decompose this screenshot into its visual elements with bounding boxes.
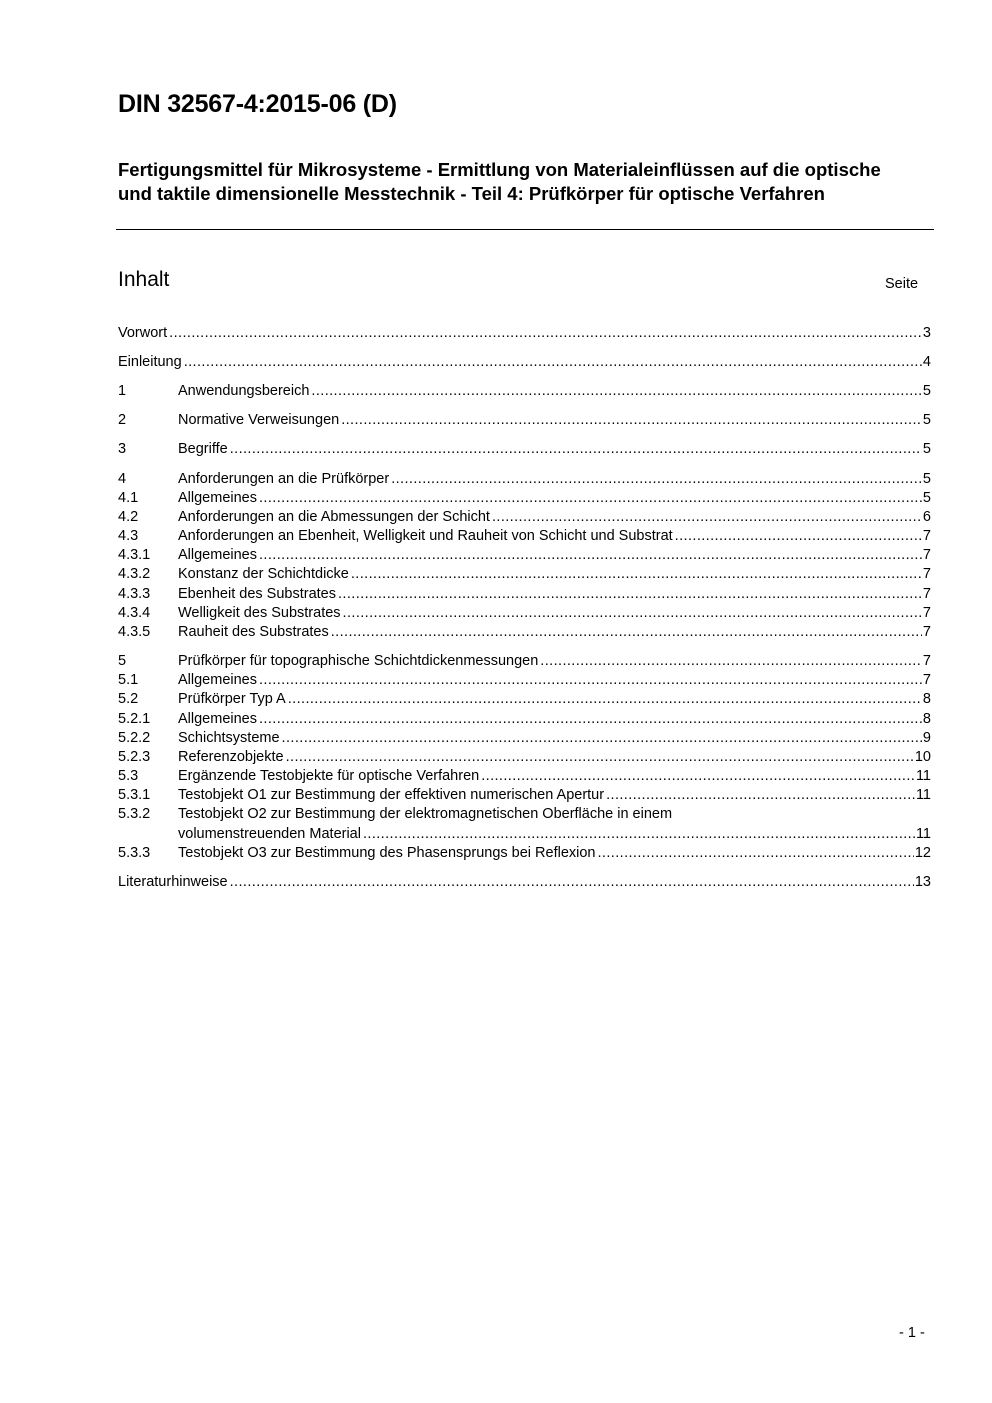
toc-dot-leader bbox=[341, 411, 922, 430]
toc-dot-leader bbox=[259, 546, 922, 565]
toc-entry[interactable] bbox=[118, 844, 931, 863]
toc-entry-number: 4.1 bbox=[118, 490, 139, 506]
toc-entry[interactable] bbox=[118, 805, 931, 824]
toc-entry-number: 5.2 bbox=[118, 691, 139, 707]
toc-entry-title: Welligkeit des Substrates bbox=[178, 605, 341, 621]
toc-entry[interactable] bbox=[118, 527, 931, 546]
toc-entry-title: Anforderungen an die Abmessungen der Schicht bbox=[178, 509, 490, 525]
toc-entry-number: 5.3 bbox=[118, 768, 139, 784]
toc-entry-number: 2 bbox=[118, 412, 127, 428]
toc-entry-page: 13 bbox=[914, 874, 931, 890]
toc-entry-number: 3 bbox=[118, 441, 127, 457]
toc-dot-leader bbox=[259, 489, 922, 508]
toc-entry-number: 4.3 bbox=[118, 528, 139, 544]
toc-entry-page: 5 bbox=[922, 412, 931, 428]
toc-entry-title: Testobjekt O3 zur Bestimmung des Phasensprungs bei Reflexion bbox=[178, 845, 596, 861]
toc-entry-number: 5.3.3 bbox=[118, 845, 151, 861]
toc-entry[interactable] bbox=[118, 324, 931, 343]
toc-entry-page: 7 bbox=[922, 547, 931, 563]
toc-entry-number: 5.2.1 bbox=[118, 711, 151, 727]
toc-entry[interactable] bbox=[118, 411, 931, 430]
toc-entry-page: 4 bbox=[922, 354, 931, 370]
toc-dot-leader bbox=[363, 825, 915, 844]
toc-entry[interactable] bbox=[118, 604, 931, 623]
toc-dot-leader bbox=[351, 565, 922, 584]
toc-dot-leader bbox=[259, 710, 922, 729]
toc-entry-title: Allgemeines bbox=[178, 490, 257, 506]
toc-entry-title: Prüfkörper Typ A bbox=[178, 691, 286, 707]
toc-entry-number: 4.2 bbox=[118, 509, 139, 525]
toc-entry-page: 12 bbox=[914, 845, 931, 861]
toc-entry-number: 4.3.3 bbox=[118, 586, 151, 602]
toc-dot-leader bbox=[230, 873, 914, 892]
toc-entry[interactable] bbox=[118, 652, 931, 671]
toc-entry[interactable] bbox=[118, 671, 931, 690]
toc-entry-number: 5.2.3 bbox=[118, 749, 151, 765]
toc-entry-title: Begriffe bbox=[178, 441, 228, 457]
toc-entry-number: 4.3.4 bbox=[118, 605, 151, 621]
toc-dot-leader bbox=[286, 748, 914, 767]
toc-dot-leader bbox=[391, 470, 922, 489]
toc-entry-page: 7 bbox=[922, 528, 931, 544]
page-number: - 1 - bbox=[899, 1325, 925, 1341]
toc-entry[interactable] bbox=[118, 382, 931, 401]
toc-entry-title: Ergänzende Testobjekte für optische Verfahren bbox=[178, 768, 480, 784]
toc-entry-title: Prüfkörper für topographische Schichtdickenmessungen bbox=[178, 653, 539, 669]
toc-dot-leader bbox=[288, 690, 922, 709]
toc-entry-number: 5.1 bbox=[118, 672, 139, 688]
toc-dot-leader bbox=[481, 767, 915, 786]
toc-heading: Inhalt bbox=[118, 268, 170, 291]
toc-entry-title: Literaturhinweise bbox=[118, 874, 228, 890]
toc-dot-leader bbox=[311, 382, 922, 401]
toc-entry-page: 7 bbox=[922, 605, 931, 621]
toc-entry-page: 8 bbox=[922, 691, 931, 707]
toc-entry-number: 4.3.1 bbox=[118, 547, 151, 563]
toc-dot-leader bbox=[606, 786, 915, 805]
toc-entry-page: 3 bbox=[922, 325, 931, 341]
toc-entry-title: Anforderungen an die Prüfkörper bbox=[178, 471, 390, 487]
toc-entry[interactable] bbox=[118, 565, 931, 584]
toc-entry-title: Testobjekt O2 zur Bestimmung der elektromagnetischen Oberfläche in einem bbox=[178, 806, 673, 822]
toc-entry-title: Schichtsysteme bbox=[178, 730, 280, 746]
toc-entry-number: 5.2.2 bbox=[118, 730, 151, 746]
toc-entry-title: Ebenheit des Substrates bbox=[178, 586, 336, 602]
toc-entry-page: 11 bbox=[915, 826, 931, 842]
toc-entry-page: 5 bbox=[922, 441, 931, 457]
toc-dot-leader bbox=[343, 604, 922, 623]
toc-entry[interactable] bbox=[118, 690, 931, 709]
toc-entry-title: Testobjekt O1 zur Bestimmung der effektiven numerischen Apertur bbox=[178, 787, 605, 803]
toc-entry[interactable] bbox=[118, 489, 931, 508]
toc-entry-continuation[interactable] bbox=[118, 825, 931, 844]
toc-entry-page: 5 bbox=[922, 383, 931, 399]
toc-entry[interactable] bbox=[118, 470, 931, 489]
toc-entry-page: 7 bbox=[922, 672, 931, 688]
toc-entry-page: 5 bbox=[922, 471, 931, 487]
toc-entry-title: Allgemeines bbox=[178, 711, 257, 727]
toc-entry-title: Rauheit des Substrates bbox=[178, 624, 329, 640]
toc-dot-leader bbox=[259, 671, 922, 690]
toc-entry[interactable] bbox=[118, 767, 931, 786]
toc-dot-leader bbox=[331, 623, 922, 642]
toc-entry-title: Normative Verweisungen bbox=[178, 412, 340, 428]
toc-entry-number: 4 bbox=[118, 471, 127, 487]
toc-entry-title: Allgemeines bbox=[178, 672, 257, 688]
toc-entry-title: Konstanz der Schichtdicke bbox=[178, 566, 349, 582]
toc-entry-page: 11 bbox=[915, 787, 931, 803]
toc-entry-page: 7 bbox=[922, 586, 931, 602]
toc-entry-title: Referenzobjekte bbox=[178, 749, 284, 765]
toc-entry-number: 1 bbox=[118, 383, 127, 399]
toc-entry[interactable] bbox=[118, 873, 931, 892]
toc-entry-title-continued: volumenstreuenden Material bbox=[178, 826, 361, 842]
toc-entry[interactable] bbox=[118, 440, 931, 459]
toc-entry-page: 10 bbox=[914, 749, 931, 765]
toc-entry[interactable] bbox=[118, 508, 931, 527]
toc-dot-leader bbox=[540, 652, 922, 671]
toc-entry-title: Anforderungen an Ebenheit, Welligkeit und Rauheit von Schicht und Substrat bbox=[178, 528, 673, 544]
toc-entry-number: 5.3.1 bbox=[118, 787, 151, 803]
toc-entry[interactable] bbox=[118, 546, 931, 565]
toc-entry-page: 8 bbox=[922, 711, 931, 727]
toc-entry-page: 7 bbox=[922, 653, 931, 669]
toc-entry-page: 6 bbox=[922, 509, 931, 525]
document-title: Fertigungsmittel für Mikrosysteme - Ermittlung von Materialeinflüssen auf die optische und taktile dimensionelle Messtechnik - Teil 4: Prüfkörper für optische Verfahren bbox=[118, 159, 881, 204]
toc-entry[interactable] bbox=[118, 729, 931, 748]
toc-entry-number: 4.3.2 bbox=[118, 566, 151, 582]
toc-dot-leader bbox=[492, 508, 922, 527]
toc-page-label: Seite bbox=[885, 276, 919, 292]
document-id: DIN 32567-4:2015-06 (D) bbox=[118, 90, 397, 118]
toc-dot-leader bbox=[169, 324, 922, 343]
toc-entry-page: 7 bbox=[922, 566, 931, 582]
toc-entry-page: 11 bbox=[915, 768, 931, 784]
toc-dot-leader bbox=[184, 353, 922, 372]
toc-dot-leader bbox=[282, 729, 922, 748]
toc-entry-title: Einleitung bbox=[118, 354, 182, 370]
toc-dot-leader bbox=[598, 844, 914, 863]
toc-dot-leader bbox=[230, 440, 922, 459]
toc-entry-page: 5 bbox=[922, 490, 931, 506]
toc-entry[interactable] bbox=[118, 786, 931, 805]
toc-dot-leader bbox=[675, 527, 922, 546]
toc-entry-title: Allgemeines bbox=[178, 547, 257, 563]
toc-entry-page: 9 bbox=[922, 730, 931, 746]
toc-entry[interactable] bbox=[118, 585, 931, 604]
toc-entry[interactable] bbox=[118, 710, 931, 729]
toc-entry[interactable] bbox=[118, 623, 931, 642]
toc-dot-leader bbox=[338, 585, 922, 604]
toc-entry-number: 5.3.2 bbox=[118, 806, 151, 822]
title-divider bbox=[116, 229, 934, 230]
toc-entry-title: Anwendungsbereich bbox=[178, 383, 310, 399]
toc-entry[interactable] bbox=[118, 748, 931, 767]
toc-entry-title: Vorwort bbox=[118, 325, 168, 341]
toc-entry-page: 7 bbox=[922, 624, 931, 640]
toc-entry-number: 5 bbox=[118, 653, 127, 669]
toc-entry-number: 4.3.5 bbox=[118, 624, 151, 640]
toc-entry[interactable] bbox=[118, 353, 931, 372]
